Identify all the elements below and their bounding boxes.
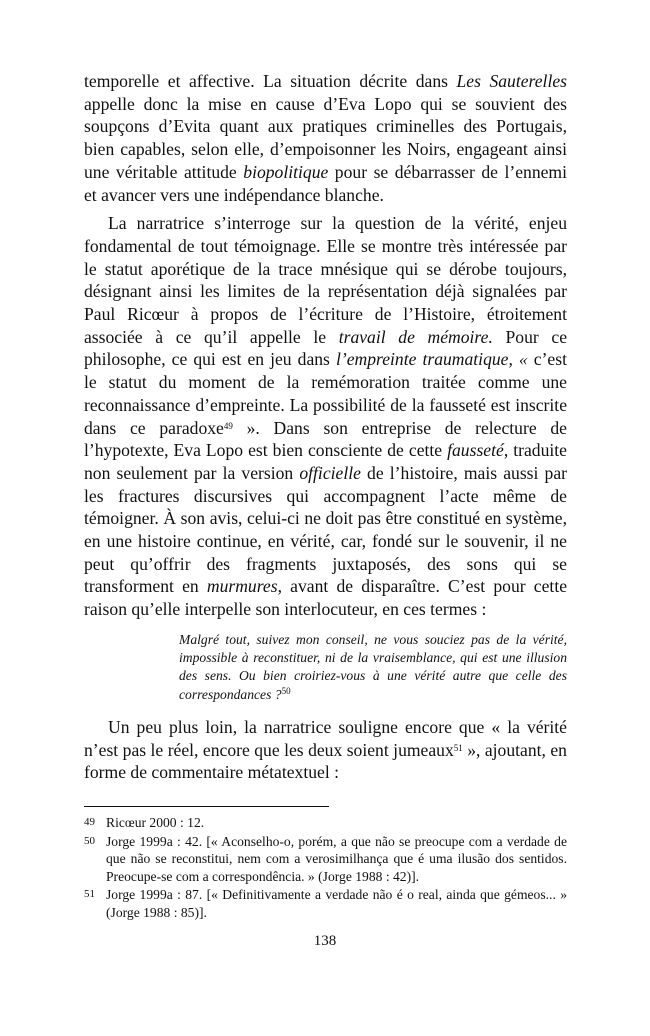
emphasis: officielle	[299, 462, 361, 483]
footnote-divider	[84, 806, 329, 807]
page-number: 138	[313, 933, 337, 949]
text-run: appelle donc la mise en cause d’Eva Lopo qui se souvient des soupçons d’Evita quant aux pratiques criminelles des Portugais, bien capables, selon elle, d’empoisonner les Noirs, engageant ainsi une véritable attitude	[84, 93, 567, 182]
emphasis: l’empreinte traumatique, «	[335, 349, 528, 370]
paragraph-2	[84, 212, 567, 621]
emphasis: travail de mémoire.	[338, 326, 493, 347]
text-run: temporelle et affective. La situation décrite dans	[84, 71, 457, 91]
paragraph-1	[84, 70, 567, 206]
footnotes	[84, 806, 567, 922]
text-run: , avant de disparaître. C’est pour cette raison qu’elle interpelle son interlocuteur, en ces termes :	[84, 576, 568, 620]
footnote-ref-49[interactable]: 49	[223, 420, 233, 431]
footnote-50	[84, 833, 567, 886]
emphasis: fausseté	[447, 440, 504, 461]
book-title: Les Sauterelles	[456, 71, 567, 91]
text-run: , traduite non seulement par la version	[84, 440, 567, 483]
footnote-ref-50[interactable]: 50	[281, 685, 291, 696]
text-run: c’est le statut du moment de la remémoration traitée comme une reconnaissance d’empreinte. La possibilité de la fausseté est inscrite dans ce paradoxe	[84, 349, 567, 438]
emphasis: murmures	[206, 576, 278, 597]
footnote-text: Jorge 1999a : 87. [« Definitivamente a verdade não é o real, ainda que gémeos... » (Jorge 1988 : 85)].	[106, 887, 567, 920]
emphasis: biopolitique	[243, 161, 329, 182]
footnote-text: Ricœur 2000 : 12.	[106, 815, 205, 830]
footnote-text: Jorge 1999a : 42. [« Aconselho-o, porém, a que não se preocupe com a verdade de que não se reconstitui, nem com a verosimilhança que é uma ilusão dos sentidos. Preocupe-se com a correspondência. » (Jorge 1988 : 42)].	[106, 833, 567, 884]
main-text	[84, 70, 567, 784]
text-run: de l’histoire, mais aussi par les fractures discursives qui accompagnent l’acte même de témoigner. À son avis, celui-ci ne doit pas être constitué en système, en une histoire continue, en vérité, car, fondé sur le souvenir, il ne peut qu’offrir des fragments juxtaposés, des sons qui se transforment en	[84, 462, 567, 597]
block-quote	[179, 631, 567, 704]
text-run: », ajoutant, en forme de commentaire métatextuel :	[84, 739, 567, 783]
footnote-ref-51[interactable]: 51	[453, 742, 463, 753]
text-run: ». Dans son entreprise de relecture de l’hypotexte, Eva Lopo est bien consciente de cette	[84, 417, 567, 461]
paragraph-3	[84, 716, 567, 784]
footnote-number: 49	[84, 816, 95, 828]
text-run: pour se débarrasser de l’ennemi et avancer vers une indépendance blanche.	[84, 161, 568, 205]
text-run: Un peu plus loin, la narratrice souligne encore que « la vérité n’est pas le réel, encore que les deux soient jumeaux	[84, 717, 567, 760]
quote-text: Malgré tout, suivez mon conseil, ne vous souciez pas de la vérité, impossible à reconstituer, ni de la vraisemblance, qui est une illusion des sens. Ou bien croiriez-vous à une vérité autre que celle des correspondances ?	[179, 631, 567, 702]
text-run: Pour ce philosophe, ce qui est en jeu dans	[84, 326, 568, 370]
text-run: La narratrice s’interroge sur la question de la vérité, enjeu fondamental de tout témoignage. Elle se montre très intéressée par le statut aporétique de la trace mnésique qui se dérobe toujours, désignant ainsi les limites de la représentation déjà signalées par Paul Ricœur à propos de l’écriture de l’Histoire, étroitement associée à ce qu’il appelle le	[84, 213, 567, 347]
footnote-number: 50	[84, 834, 95, 847]
footnote-51	[84, 886, 567, 921]
footnote-49	[84, 814, 567, 832]
footnote-number: 51	[84, 888, 95, 900]
